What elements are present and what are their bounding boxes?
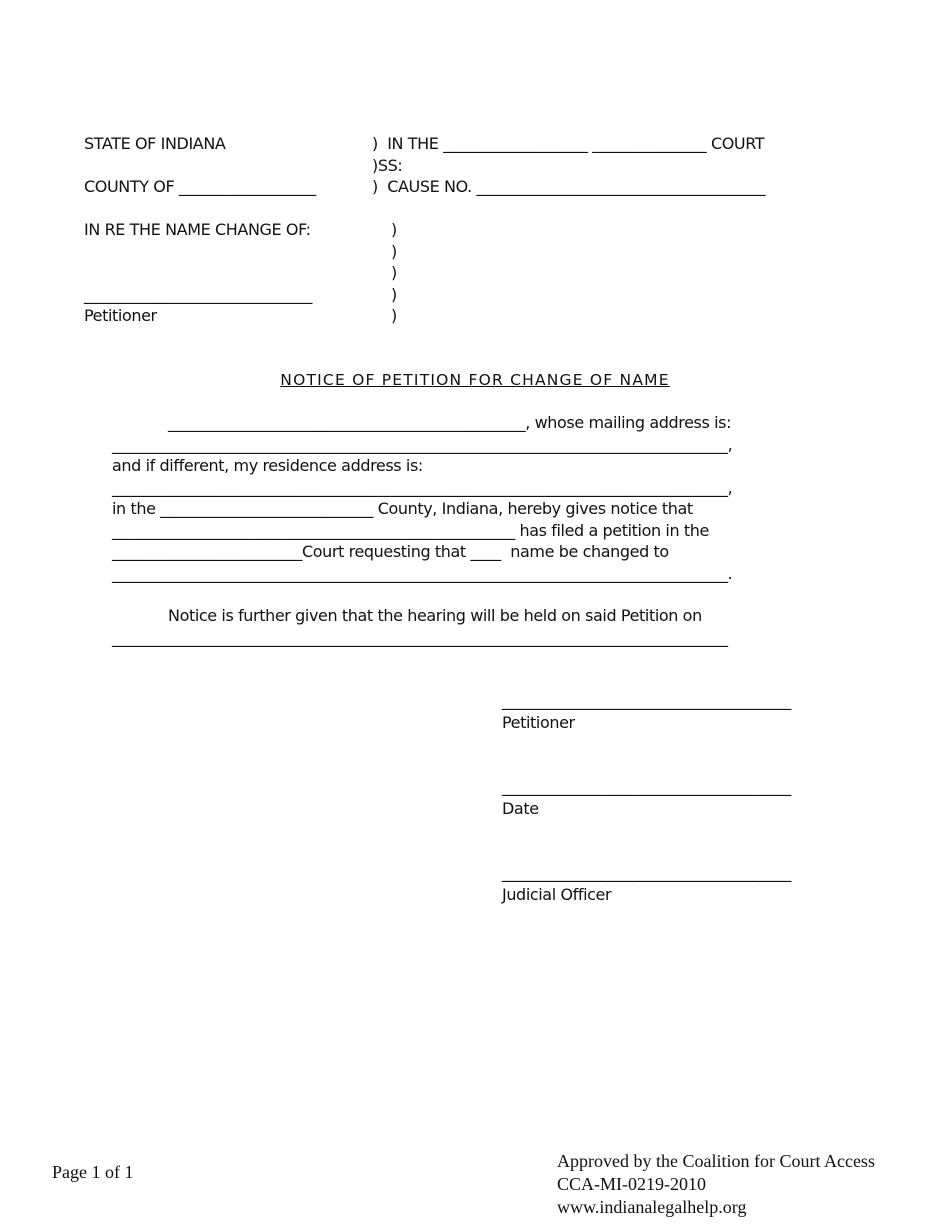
caption-paren: )	[391, 220, 397, 239]
body-line-name: _______________________________________________, whose mailing address is:	[168, 413, 732, 432]
ss-line: )SS:	[372, 156, 403, 175]
page-number: Page 1 of 1	[52, 1162, 134, 1182]
body-line-residence-label: and if different, my residence address is:	[112, 456, 423, 475]
hearing-notice-line: Notice is further given that the hearing will be held on said Petition on	[168, 606, 702, 625]
in-re-label: IN RE THE NAME CHANGE OF:	[84, 220, 311, 239]
county-label: COUNTY OF __________________	[84, 177, 316, 196]
approval-statement: Approved by the Coalition for Court Access	[557, 1151, 875, 1171]
caption-paren: )	[391, 263, 397, 282]
body-line-filed: _____________________________________________________ has filed a petition in the	[112, 521, 709, 540]
body-line-new-name: _________________________________________________________________________________.	[112, 564, 733, 583]
body-line-county: in the ____________________________ County, Indiana, hereby gives notice that	[112, 499, 693, 518]
petitioner-signature-label: Petitioner	[502, 713, 575, 732]
body-line-court-request: _________________________Court requesting that ____ name be changed to	[112, 542, 669, 561]
date-signature-label: Date	[502, 799, 539, 818]
caption-paren: )	[391, 242, 397, 261]
court-line: ) IN THE ___________________ _______________ COURT	[372, 134, 765, 153]
petitioner-signature-line: ______________________________________	[502, 691, 791, 710]
website: www.indianalegalhelp.org	[557, 1197, 747, 1217]
judicial-officer-label: Judicial Officer	[502, 885, 612, 904]
petitioner-name-blank: ______________________________	[84, 285, 313, 304]
form-code: CCA-MI-0219-2010	[557, 1174, 706, 1194]
hearing-date-blank: _________________________________________________________________________________	[112, 628, 728, 647]
caption-paren: )	[391, 285, 397, 304]
cause-number-line: ) CAUSE NO. ______________________________________	[372, 177, 766, 196]
caption-paren: )	[391, 306, 397, 325]
body-line-residence-address: _________________________________________________________________________________,	[112, 478, 733, 497]
body-line-mailing-address: _________________________________________________________________________________,	[112, 435, 733, 454]
petitioner-caption-label: Petitioner	[84, 306, 157, 325]
document-title: NOTICE OF PETITION FOR CHANGE OF NAME	[280, 371, 670, 389]
judicial-officer-signature-line: ______________________________________	[502, 863, 791, 882]
date-signature-line: ______________________________________	[502, 777, 791, 796]
state-label: STATE OF INDIANA	[84, 134, 226, 153]
